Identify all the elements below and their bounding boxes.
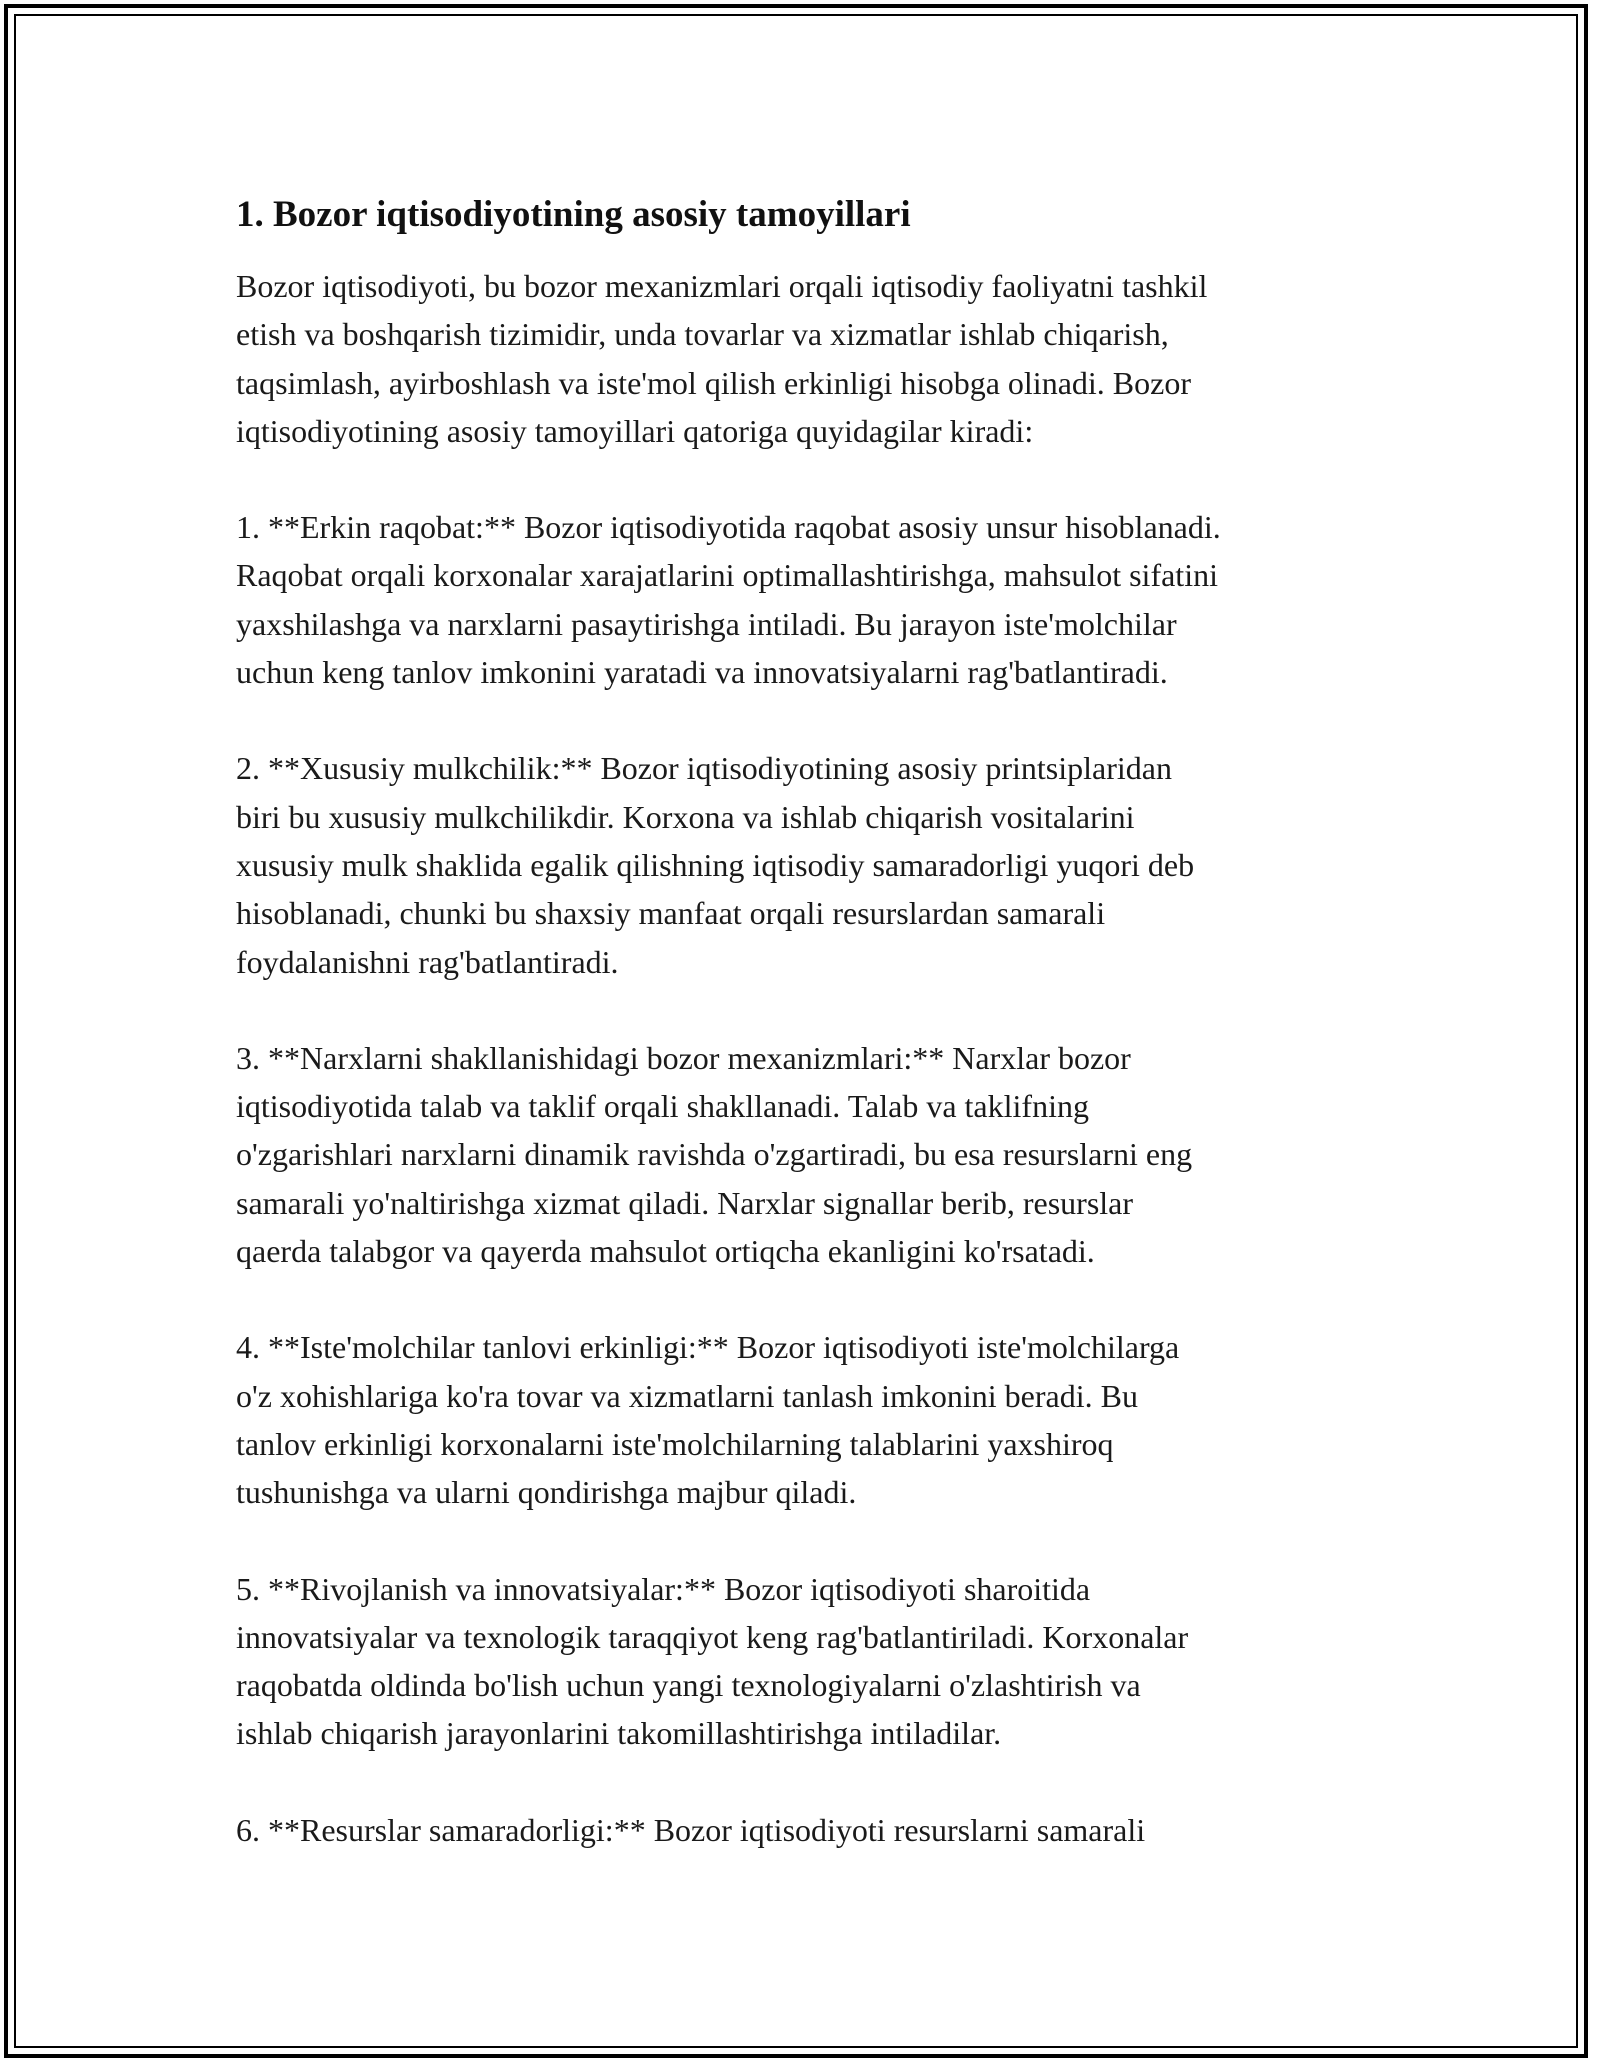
intro-paragraph: [236, 262, 1376, 455]
section-heading: 1. Bozor iqtisodiyotining asosiy tamoyillari: [236, 194, 911, 235]
text-line: 3. **Narxlarni shakllanishidagi bozor mexanizmlari:** Narxlar bozor: [236, 1039, 1131, 1076]
text-line: raqobatda oldinda bo'lish uchun yangi texnologiyalarni o'zlashtirish va: [236, 1667, 1141, 1704]
principle-1-paragraph: [236, 503, 1376, 696]
text-line: foydalanishni rag'batlantiradi.: [236, 943, 619, 980]
text-line: Bozor iqtisodiyoti, bu bozor mexanizmlari orqali iqtisodiy faoliyatni tashkil: [236, 268, 1208, 304]
text-line: taqsimlash, ayirboshlash va iste'mol qilish erkinligi hisobga olinadi. Bozor: [236, 364, 1191, 401]
document-body: [236, 190, 1376, 1902]
text-line: yaxshilashga va narxlarni pasaytirishga intiladi. Bu jarayon iste'molchilar: [236, 605, 1177, 642]
text-line: xususiy mulk shaklida egalik qilishning iqtisodiy samaradorligi yuqori deb: [236, 846, 1195, 883]
text-line: qaerda talabgor va qayerda mahsulot ortiqcha ekanligini ko'rsatadi.: [236, 1233, 1095, 1270]
principle-5-paragraph: [236, 1565, 1376, 1758]
principle-6-paragraph: [236, 1806, 1376, 1854]
text-line: ishlab chiqarish jarayonlarini takomillashtirishga intiladilar.: [236, 1715, 1002, 1752]
text-line: innovatsiyalar va texnologik taraqqiyot keng rag'batlantiriladi. Korxonalar: [236, 1618, 1189, 1655]
text-line: uchun keng tanlov imkonini yaratadi va innovatsiyalarni rag'batlantiradi.: [236, 654, 1168, 691]
text-line: iqtisodiyotida talab va taklif orqali shakllanadi. Talab va taklifning: [236, 1088, 1089, 1125]
principle-2-paragraph: [236, 744, 1376, 985]
text-line: hisoblanadi, chunki bu shaxsiy manfaat orqali resurslardan samarali: [236, 895, 1106, 932]
text-line: 4. **Iste'molchilar tanlovi erkinligi:** Bozor iqtisodiyoti iste'molchilarga: [236, 1329, 1180, 1366]
text-line: samarali yo'naltirishga xizmat qiladi. Narxlar signallar berib, resurslar: [236, 1184, 1134, 1221]
text-line: Raqobat orqali korxonalar xarajatlarini optimallashtirishga, mahsulot sifatini: [236, 557, 1218, 594]
text-line: etish va boshqarish tizimidir, unda tovarlar va xizmatlar ishlab chiqarish,: [236, 316, 1169, 353]
principle-3-paragraph: [236, 1034, 1376, 1275]
text-line: 2. **Xususiy mulkchilik:** Bozor iqtisodiyotining asosiy printsiplaridan: [236, 750, 1172, 787]
text-line: tanlov erkinligi korxonalarni iste'molchilarning talablarini yaxshiroq: [236, 1425, 1114, 1462]
text-line: iqtisodiyotining asosiy tamoyillari qatoriga quyidagilar kiradi:: [236, 412, 1034, 449]
text-line: 5. **Rivojlanish va innovatsiyalar:** Bozor iqtisodiyoti sharoitida: [236, 1570, 1091, 1607]
text-line: o'zgarishlari narxlarni dinamik ravishda o'zgartiradi, bu esa resurslarni eng: [236, 1136, 1193, 1173]
text-line: biri bu xususiy mulkchilikdir. Korxona va ishlab chiqarish vositalarini: [236, 798, 1135, 835]
text-line: o'z xohishlariga ko'ra tovar va xizmatlarni tanlash imkonini beradi. Bu: [236, 1377, 1138, 1414]
principle-4-paragraph: [236, 1323, 1376, 1516]
text-line: 1. **Erkin raqobat:** Bozor iqtisodiyotida raqobat asosiy unsur hisoblanadi.: [236, 509, 1221, 546]
text-line: tushunishga va ularni qondirishga majbur qiladi.: [236, 1474, 857, 1511]
text-line: 6. **Resurslar samaradorligi:** Bozor iqtisodiyoti resurslarni samarali: [236, 1811, 1146, 1848]
